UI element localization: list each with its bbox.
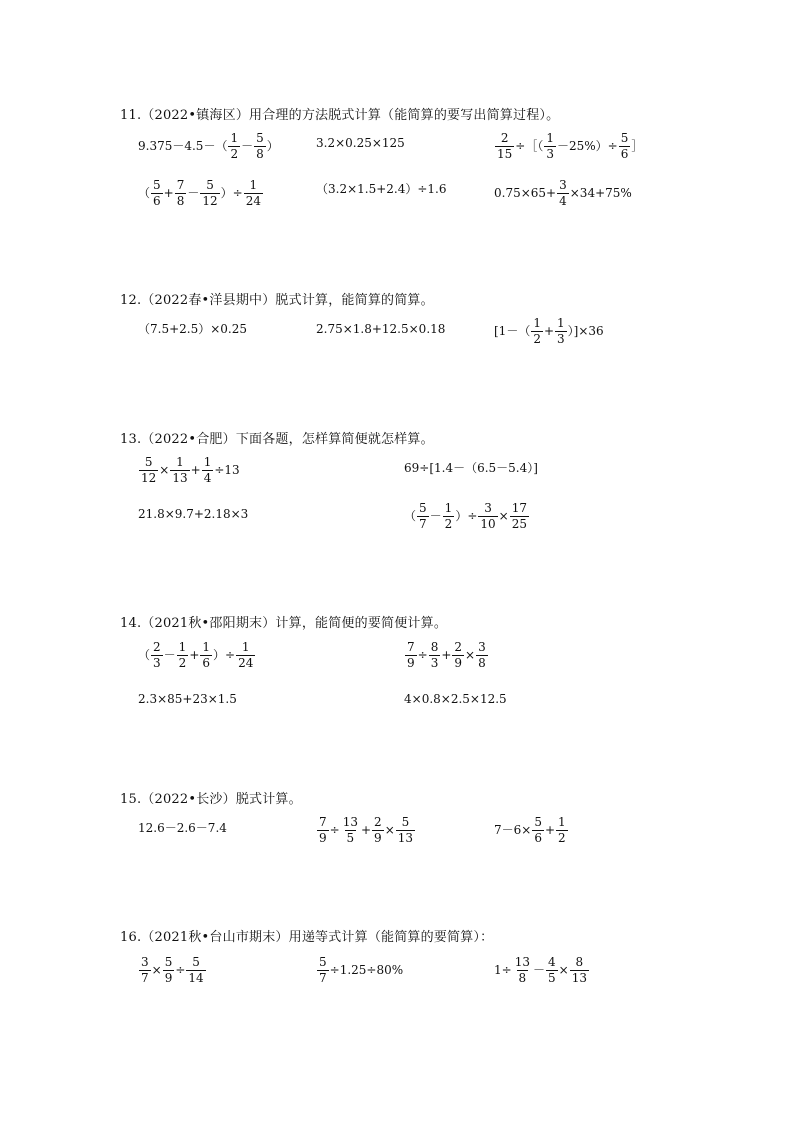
fraction-denominator: 6 [202,655,211,670]
expression-text: － [429,509,442,524]
expression-text: + [441,648,452,663]
fraction-numerator: 1 [178,640,187,654]
expression [138,456,240,484]
fraction [151,641,163,669]
fraction-numerator: 3 [559,178,567,192]
fraction-numerator: 5 [401,815,410,829]
expression [494,956,590,984]
fraction-denominator: 7 [141,970,149,985]
fraction-numerator: 7 [407,640,415,654]
fraction-denominator: 9 [164,970,173,985]
expression-text: 21.8×9.7+2.18×3 [138,507,249,521]
expression-text: （ [138,186,151,201]
fraction-numerator: 1 [230,131,239,145]
expression [494,317,604,345]
expression-text: ÷ [417,648,428,663]
fraction-denominator: 10 [480,516,496,531]
expression-text: －25%）÷ [556,139,618,154]
expression-text: × [558,963,569,978]
fraction [228,132,240,160]
expression [494,179,632,207]
fraction-denominator: 12 [202,193,218,208]
fraction [478,502,497,530]
expression-text: × [151,963,162,978]
expression-text: － [187,186,200,201]
fraction-numerator: 17 [511,501,527,515]
fraction-numerator: 1 [176,455,184,469]
expression-text: （ [404,509,417,524]
fraction [570,956,589,984]
expression-text: ÷1.25÷80% [329,963,404,978]
expression-text: ÷13 [214,463,240,478]
question-title: 16.（2021秋•台山市期末）用递等式计算（能简算的要简算）： [120,930,494,945]
fraction-numerator: 1 [249,178,258,192]
fraction [476,641,488,669]
fraction-denominator: 15 [497,146,513,161]
fraction-numerator: 13 [342,815,358,829]
expression-text: 2.75×1.8+12.5×0.18 [316,322,446,336]
expression [404,462,538,474]
fraction [186,956,205,984]
fraction [396,816,415,844]
expression-text: 7－6× [494,823,532,838]
fraction [317,816,329,844]
expression [494,816,569,844]
expression [316,183,447,195]
fraction-denominator: 13 [571,970,587,985]
fraction-numerator: 13 [514,955,530,969]
fraction-denominator: 4 [203,470,212,485]
fraction-denominator: 8 [478,655,486,670]
fraction [546,956,558,984]
expression-text: 0.75×65+ [494,186,557,201]
fraction [200,641,212,669]
question-title: 11.（2022•镇海区）用合理的方法脱式计算（能简算的要写出简算过程）。 [120,108,560,123]
question-title: 14.（2021秋•邵阳期末）计算，能简便的要简便计算。 [120,616,448,631]
fraction [417,502,429,530]
expression-text: ）÷ [213,648,236,663]
fraction-numerator: 5 [144,455,153,469]
fraction [372,816,384,844]
fraction-denominator: 5 [548,970,556,985]
question-title: 15.（2022•长沙）脱式计算。 [120,792,302,807]
expression-text: 2.3×85+23×1.5 [138,692,237,706]
fraction-numerator: 5 [256,131,264,145]
fraction-numerator: 8 [575,955,584,969]
expression-text: 69÷[1.4－（6.5－5.4）] [404,461,538,475]
fraction-numerator: 4 [548,955,556,969]
fraction-numerator: 1 [558,815,566,829]
question-title: 12.（2022春•洋县期中）脱式计算，能简算的简算。 [120,293,434,308]
question-title: 13.（2022•合肥）下面各题，怎样算简便就怎样算。 [120,432,434,447]
fraction [341,816,360,844]
fraction [619,132,631,160]
expression-text: × [465,648,476,663]
expression [316,816,416,844]
fraction [175,179,187,207]
fraction [513,956,532,984]
expression-text: ） [266,139,279,154]
expression [138,641,256,669]
fraction-denominator: 25 [511,516,527,531]
fraction-denominator: 8 [256,146,264,161]
expression-text: [1－（ [494,324,531,339]
fraction-numerator: 3 [141,955,149,969]
fraction-numerator: 3 [478,640,486,654]
fraction-denominator: 3 [430,655,439,670]
expression-text: （ [138,648,151,663]
fraction-numerator: 5 [153,178,161,192]
fraction [244,179,263,207]
expression-text: 12.6－2.6－7.4 [138,821,227,835]
expression-text: － [163,648,176,663]
fraction-numerator: 2 [500,131,509,145]
expression [138,132,279,160]
fraction [557,179,569,207]
fraction [139,956,151,984]
expression-text: + [543,324,555,339]
fraction-denominator: 8 [176,193,185,208]
expression [138,693,237,705]
fraction-denominator: 2 [444,516,453,531]
fraction-denominator: 2 [178,655,187,670]
expression-text: ）÷ [220,186,243,201]
fraction-denominator: 6 [534,830,542,845]
fraction-numerator: 1 [546,131,554,145]
fraction-numerator: 2 [153,640,161,654]
fraction-denominator: 3 [153,655,161,670]
expression-text: × [498,509,509,524]
expression-text: （7.5+2.5）×0.25 [138,322,247,336]
expression [316,956,403,984]
fraction-denominator: 2 [558,830,566,845]
fraction [556,816,568,844]
expression-text: 4×0.8×2.5×12.5 [404,692,507,706]
fraction-numerator: 5 [164,955,173,969]
expression-text: + [163,186,174,201]
fraction-denominator: 9 [319,830,327,845]
fraction [532,816,544,844]
expression-text: 9.375－4.5－（ [138,139,228,154]
fraction [443,502,455,530]
expression-text: ÷［（ [515,139,544,154]
fraction [200,179,219,207]
fraction-numerator: 1 [203,455,212,469]
fraction-denominator: 13 [397,830,414,845]
expression [316,323,445,335]
fraction-denominator: 2 [230,146,239,161]
expression [404,641,489,669]
fraction-numerator: 8 [430,640,439,654]
expression-text: + [189,648,200,663]
fraction-denominator: 9 [374,830,382,845]
fraction [531,317,543,345]
expression [138,822,227,834]
fraction-denominator: 24 [238,655,254,670]
fraction-numerator: 3 [484,501,492,515]
expression [316,137,405,149]
fraction-numerator: 5 [534,815,542,829]
fraction-numerator: 5 [206,178,214,192]
fraction-numerator: 1 [533,316,541,330]
fraction-denominator: 14 [188,970,204,985]
fraction-denominator: 3 [557,331,565,346]
expression-text: × [384,823,395,838]
fraction [510,502,529,530]
expression [138,956,207,984]
fraction-denominator: 4 [559,193,567,208]
expression-text: + [190,463,201,478]
fraction [163,956,175,984]
fraction-numerator: 5 [192,955,200,969]
fraction-denominator: 6 [620,146,629,161]
fraction [236,641,255,669]
expression-text: ÷ [329,823,340,838]
expression-text: 1÷ [494,963,512,978]
fraction-denominator: 24 [245,193,261,208]
fraction-denominator: 5 [346,830,355,845]
fraction [555,317,567,345]
fraction-numerator: 1 [444,501,453,515]
expression-text: ×34+75% [569,186,632,201]
expression-text: × [159,463,170,478]
fraction [151,179,163,207]
fraction-denominator: 12 [141,470,157,485]
fraction [177,641,189,669]
fraction-numerator: 7 [176,178,185,192]
fraction-numerator: 1 [241,640,250,654]
expression-text: － [241,139,254,154]
fraction [405,641,417,669]
fraction-numerator: 5 [319,955,327,969]
expression [494,132,643,160]
fraction-denominator: 9 [407,655,415,670]
fraction-numerator: 5 [620,131,629,145]
fraction-numerator: 2 [454,640,463,654]
fraction-denominator: 7 [419,516,427,531]
fraction-denominator: 9 [454,655,463,670]
expression-text: ］ [631,139,644,154]
fraction-denominator: 8 [518,970,527,985]
expression-text: ）]×36 [567,324,604,339]
expression-text: ）÷ [455,509,478,524]
fraction [254,132,266,160]
fraction-numerator: 2 [374,815,382,829]
fraction-denominator: 3 [546,146,554,161]
fraction-numerator: 1 [557,316,565,330]
expression [404,502,530,530]
fraction [495,132,514,160]
fraction-denominator: 6 [153,193,161,208]
fraction [429,641,441,669]
expression [138,179,264,207]
expression [138,323,247,335]
expression-text: ÷ [175,963,186,978]
fraction-denominator: 7 [319,970,327,985]
fraction-numerator: 7 [319,815,327,829]
fraction-denominator: 13 [172,470,188,485]
fraction [544,132,556,160]
expression-text: 3.2×0.25×125 [316,136,405,150]
fraction-denominator: 2 [533,331,541,346]
fraction [139,456,158,484]
fraction [202,456,214,484]
expression-text: + [544,823,556,838]
expression-text: + [360,823,372,838]
fraction-numerator: 5 [419,501,427,515]
fraction-numerator: 1 [202,640,211,654]
expression [404,693,507,705]
expression [138,508,248,520]
fraction [317,956,329,984]
expression-text: － [532,963,545,978]
fraction [170,456,189,484]
expression-text: （3.2×1.5+2.4）÷1.6 [316,182,447,196]
fraction [452,641,464,669]
